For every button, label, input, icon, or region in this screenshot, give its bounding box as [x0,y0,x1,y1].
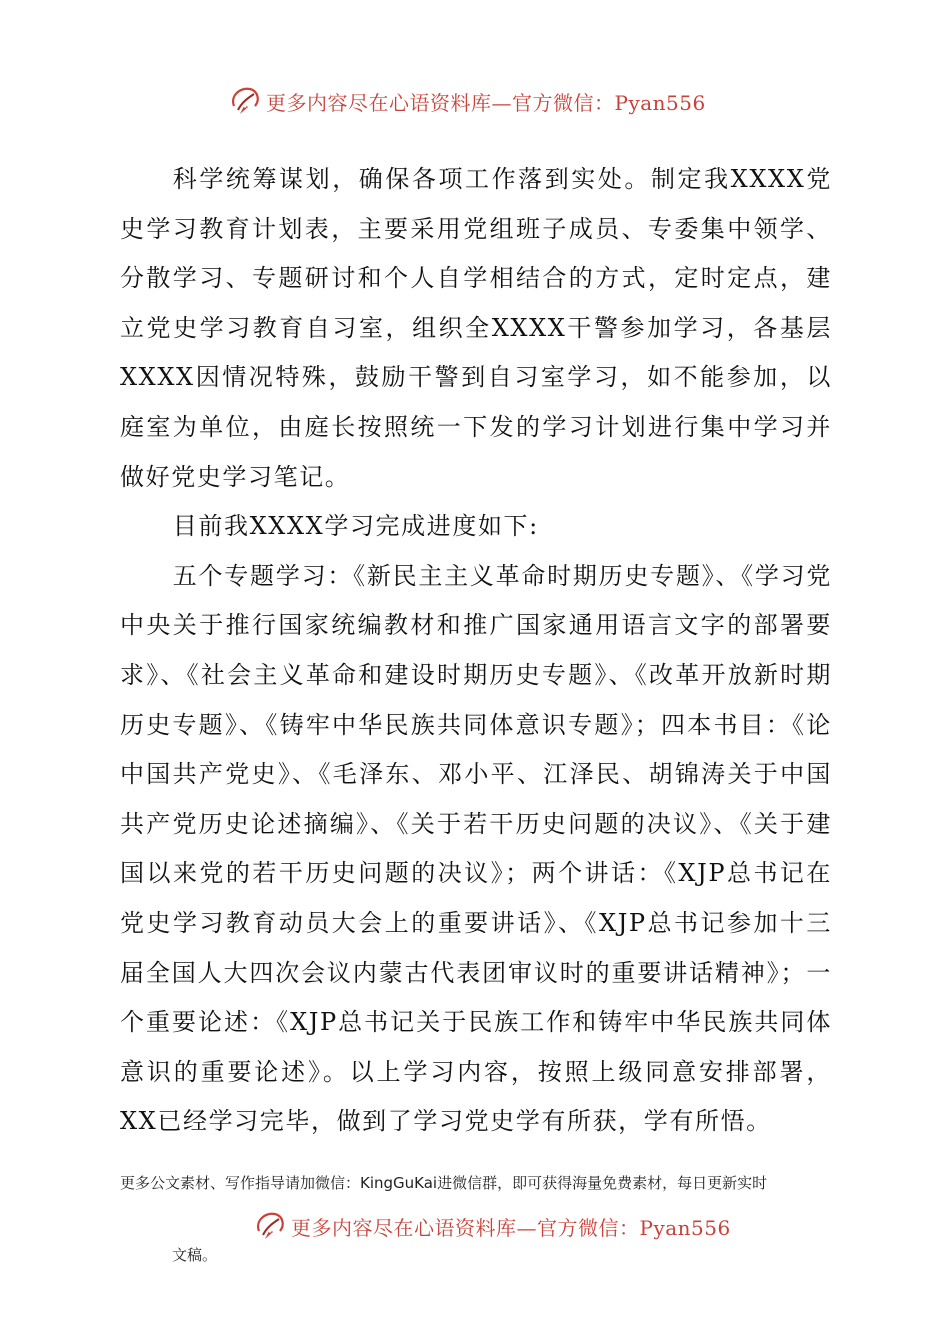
paragraph: 科学统筹谋划，确保各项工作落到实处。制定我XXXX党史学习教育计划表，主要采用党组班子成员、专委集中领学、分散学习、专题研讨和个人自学相结合的方式，定时定点，建立党史学习教育自习室，组织全XXXX干警参加学习，各基层XXXX因情况特殊，鼓励干警到自习室学习，如不能参加，以庭室为单位，由庭长按照统一下发的学习计划进行集中学习并做好党史学习笔记。 [120,165,832,491]
footer-note: 更多公文素材、写作指导请加微信：KingGuKai进微信群，即可获得海量免费素材，每日更新实时 [120,1174,768,1192]
paragraph: 五个专题学习：《新民主主义革命时期历史专题》、《学习党中央关于推行国家统编教材和推广国家通用语言文字的部署要求》、《社会主义革命和建设时期历史专题》、《改革开放新时期历史专题》、《铸牢中华民族共同体意识专题》；四本书目：《论中国共产党史》、《毛泽东、邓小平、江泽民、胡锦涛关于中国共产党历史论述摘编》、《关于若干历史问题的决议》、《关于建国以来党的若干历史问题的决议》；两个讲话：《XJP总书记在党史学习教育动员大会上的重要讲话》、《XJP总书记参加十三届全国人大四次会议内蒙古代表团审议时的重要讲话精神》；一个重要论述：《XJP总书记关于民族工作和铸牢中华民族共同体意识的重要论述》。以上学习内容，按照上级同意安排部署，XX已经学习完毕，做到了学习党史学有所获，学有所悟。 [120,561,832,1136]
pen-nib-swirl-icon [228,84,262,118]
pen-nib-swirl-icon [253,1209,287,1243]
watermark-text: 更多内容尽在心语资料库—官方微信：Pyan556 [291,1215,731,1240]
footer-note-continued: 文稿。 [172,1246,218,1264]
paragraph: 目前我XXXX学习完成进度如下: [172,512,539,541]
watermark-text: 更多内容尽在心语资料库—官方微信：Pyan556 [266,90,706,115]
footer-watermark [253,1209,731,1243]
header-watermark [228,84,706,118]
document-body [120,155,832,1147]
